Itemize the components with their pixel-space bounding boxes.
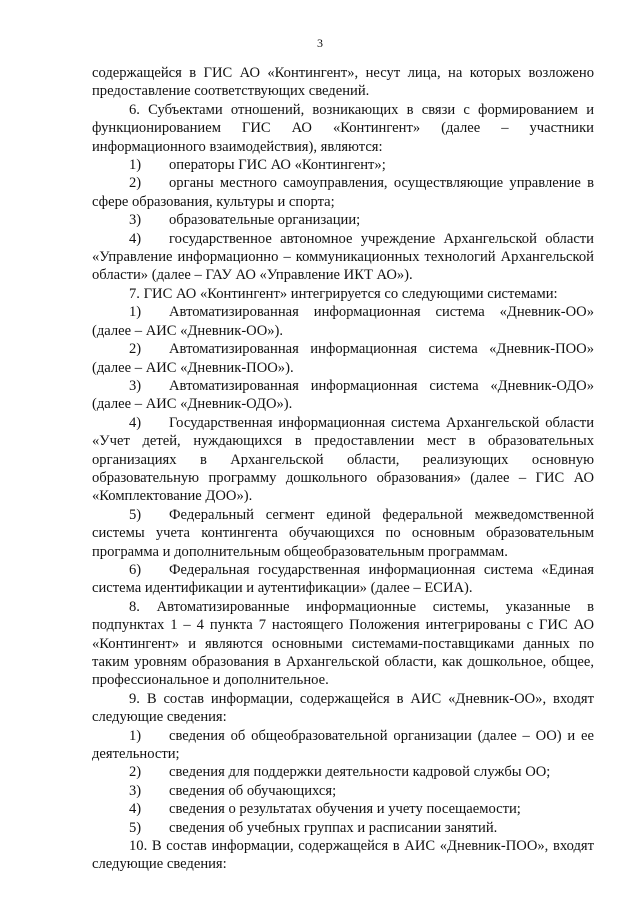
- list-item-text: государственное автономное учреждение Архангельской области «Управление информационно – коммуникационных технологий Архангельской области» (далее – ГАУ АО «Управление ИКТ АО»).: [92, 230, 594, 284]
- paragraph-continuation: содержащейся в ГИС АО «Контингент», несут лица, на которых возложено предоставление соответствующих сведений.: [92, 65, 594, 100]
- paragraph: 10. В состав информации, содержащейся в АИС «Дневник-ПОО», входят следующие сведения:: [92, 838, 594, 873]
- paragraph: 9. В состав информации, содержащейся в АИС «Дневник-ОО», входят следующие сведения:: [92, 690, 594, 726]
- list-item-number: 4): [129, 230, 142, 247]
- list-item: [92, 782, 594, 800]
- list-item: [92, 303, 594, 340]
- list-item: [92, 174, 594, 211]
- list-item-text: сведения об общеобразовательной организации (далее – ОО) и ее деятельности;: [92, 727, 594, 763]
- list-item-text: Федеральный сегмент единой федеральной межведомственной системы учета контингента обучающихся по основным образовательным программа и дополнительным общеобразовательным программам.: [92, 506, 594, 560]
- list-item-number: 4): [129, 414, 142, 431]
- list-item: [92, 340, 594, 377]
- list-item: [92, 211, 594, 229]
- paragraph: 8. Автоматизированные информационные системы, указанные в подпунктах 1 – 4 пункта 7 настоящего Положения интегрированы с ГИС АО «Контингент» и являются основными системами-поставщиками данных по таким уровням образования в Архангельской области, как дошкольное, общее, профессиональное и дополнительное.: [92, 598, 594, 689]
- list-item-text: сведения о результатах обучения и учету посещаемости;: [169, 801, 521, 818]
- list-item-number: 4): [129, 801, 142, 818]
- list-item: [92, 506, 594, 561]
- list-item-number: 6): [129, 561, 142, 578]
- list-item-number: 5): [129, 819, 142, 836]
- list-item-number: 1): [129, 157, 142, 174]
- paragraph: 6. Субъектами отношений, возникающих в связи с формированием и функционированием ГИС АО «Контингент» (далее – участники информационного взаимодействия), являются:: [92, 101, 594, 155]
- list-item-number: 5): [129, 506, 142, 523]
- list-item-text: Автоматизированная информационная система «Дневник-ПОО» (далее – АИС «Дневник-ПОО»).: [92, 341, 594, 376]
- list-item-number: 3): [129, 377, 142, 394]
- paragraph: 7. ГИС АО «Контингент» интегрируется со следующими системами:: [129, 285, 558, 302]
- list-item-text: Государственная информационная система Архангельской области «Учет детей, нуждающихся в предоставлении мест в образовательных организациях в Архангельской области, реализующих основную образовательную программу дошкольного образования» (далее – ГИС АО «Комплектование ДОО»).: [92, 414, 594, 505]
- list-item: [92, 230, 594, 285]
- list-item-number: 2): [129, 341, 142, 358]
- list-item-text: Автоматизированная информационная система «Дневник-ОДО» (далее – АИС «Дневник-ОДО»).: [92, 377, 594, 413]
- list-item-text: сведения для поддержки деятельности кадровой службы ОО;: [169, 764, 551, 781]
- list-item: [92, 156, 594, 174]
- list-item-text: образовательные организации;: [169, 212, 361, 229]
- list-item: [92, 800, 594, 818]
- list-item: [92, 414, 594, 506]
- list-item-text: сведения об обучающихся;: [169, 782, 337, 799]
- list-item-text: операторы ГИС АО «Контингент»;: [169, 157, 386, 174]
- list-item-text: Федеральная государственная информационная система «Единая система идентификации и аутентификации» (далее – ЕСИА).: [92, 561, 594, 597]
- list-item: [92, 377, 594, 414]
- document-body: [92, 64, 594, 874]
- list-item-number: 1): [129, 304, 142, 321]
- page-number: 3: [317, 36, 323, 50]
- list-item-number: 2): [129, 764, 142, 781]
- list-item-number: 3): [129, 212, 142, 229]
- list-item-number: 3): [129, 782, 142, 799]
- list-item: [92, 763, 594, 781]
- list-item: [92, 561, 594, 598]
- list-item-number: 2): [129, 175, 142, 192]
- list-item-number: 1): [129, 727, 142, 744]
- list-item-text: Автоматизированная информационная система «Дневник-ОО» (далее – АИС «Дневник-ОО»).: [92, 304, 594, 339]
- list-item: [92, 727, 594, 764]
- list-item-text: сведения об учебных группах и расписании занятий.: [169, 819, 498, 836]
- list-item-text: органы местного самоуправления, осуществляющие управление в сфере образования, культуры и спорта;: [92, 175, 594, 210]
- list-item: [92, 819, 594, 837]
